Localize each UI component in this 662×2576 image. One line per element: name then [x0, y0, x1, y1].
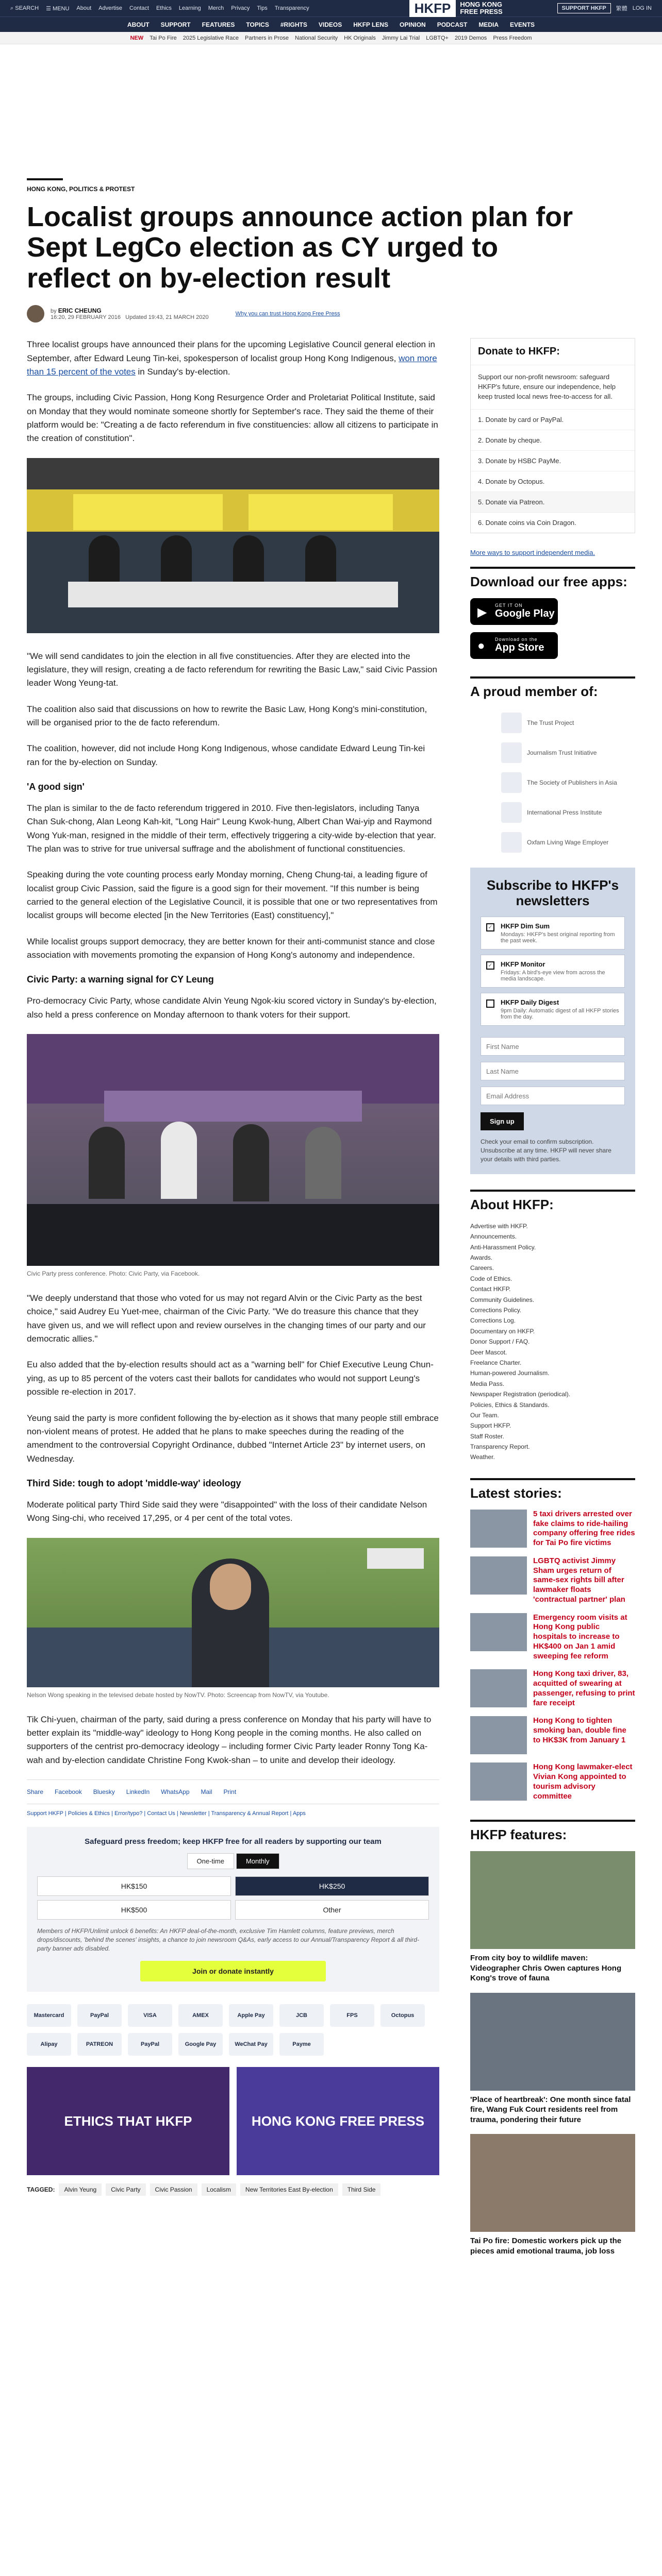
patreon-icon[interactable]: PATREON	[77, 2033, 122, 2056]
paypal-icon[interactable]: PayPal	[77, 2004, 122, 2027]
about-link[interactable]: Transparency Report.	[470, 1443, 530, 1451]
menu-link[interactable]: ☰ MENU	[46, 5, 70, 12]
member-ipi[interactable]: International Press Institute	[470, 798, 635, 827]
tab-monthly[interactable]: Monthly	[236, 1853, 279, 1869]
donate-option[interactable]: 6. Donate coins via Coin Dragon.	[471, 512, 635, 533]
trending-item[interactable]: Tai Po Fire	[150, 35, 177, 41]
latest-story[interactable]: LGBTQ activist Jimmy Sham urges return of same-sex rights bill after lawmaker floats 'contractual partner' plan	[470, 1556, 635, 1605]
newsletter-option[interactable]: ✓ HKFP Monitor Fridays: A bird's-eye view from across the media landscape.	[481, 955, 625, 988]
share-bar	[27, 1780, 439, 1804]
logo-mark: HKFP	[409, 0, 456, 17]
paragraph: Pro-democracy Civic Party, whose candidate Alvin Yeung Ngok-kiu scored victory in Sunday's by-election, also held a press conference on Monday afternoon to thank voters for their support.	[27, 996, 437, 1020]
search-icon: ⌕	[10, 5, 14, 11]
site-logo[interactable]	[409, 0, 503, 17]
top-link-transparency[interactable]: Transparency	[274, 5, 309, 11]
photo-caption: Civic Party press conference. Photo: Civic Party, via Facebook.	[27, 1270, 200, 1278]
fps-icon[interactable]: FPS	[330, 2004, 374, 2027]
visa-icon[interactable]: VISA	[128, 2004, 172, 2027]
new-badge: NEW	[130, 35, 144, 41]
latest-story[interactable]: Hong Kong to tighten smoking ban, double fine to HK$3K from January 1	[470, 1716, 635, 1754]
support-box	[27, 1827, 439, 1992]
about-link[interactable]: Corrections Log.	[470, 1317, 516, 1325]
about-link[interactable]: Awards.	[470, 1254, 493, 1262]
support-headline: Safeguard press freedom; keep HKFP free for all readers by supporting our team	[85, 1837, 382, 1846]
tags-label: TAGGED:	[27, 2186, 55, 2194]
paragraph: Speaking during the vote counting process early Monday morning, Cheng Chung-tai, a leading figure of localist group Civic Passion, said the figure is a good sign for their movement. "If this number is being carried to the general election of the Legislative Council, it is possible that one or two representatives from localist groups will become elected [in the New Territories (East) constituency],"	[27, 870, 438, 921]
subheading: Third Side: tough to adopt 'middle-way' ideology	[27, 1478, 241, 1488]
paragraph: Three localist groups have announced their plans for the upcoming Legislative Council general election in September, after Edward Leung Tin-kei, spokesperson of localist group Hong Kong Indigenous, won more than 15 percent of the votes in Sunday's by-election.	[27, 340, 437, 377]
trending-item[interactable]: 2019 Demos	[454, 35, 487, 41]
apple-pay-icon[interactable]: Apple Pay	[229, 2004, 273, 2027]
tag[interactable]: Civic Party	[106, 2183, 145, 2196]
story-thumbnail	[470, 1556, 527, 1595]
top-link-tips[interactable]: Tips	[257, 5, 268, 11]
share-bluesky[interactable]: Bluesky	[93, 1788, 115, 1795]
donate-option[interactable]: 4. Donate by Octopus.	[471, 471, 635, 492]
top-link-contact[interactable]: Contact	[129, 5, 149, 11]
author-avatar	[27, 305, 44, 323]
apple-icon: ●	[477, 638, 485, 653]
story-thumbnail	[470, 1613, 527, 1651]
about-link[interactable]: Community Guidelines.	[470, 1296, 535, 1303]
donate-widget	[470, 338, 635, 533]
mastercard-icon[interactable]: Mastercard	[27, 2004, 71, 2027]
page-wrap	[27, 178, 635, 2265]
paragraph: "We deeply understand that those who voted for us may not regard Alvin or the Civic Party as the best choice," said Audrey Eu Yuet-mee, chairman of the Civic Party. "We do treasure this chance that they have given us, and we will reflect upon and review ourselves in the changing times of our party and our democratic allies."	[27, 1293, 426, 1344]
member-sopa[interactable]: The Society of Publishers in Asia	[470, 768, 635, 798]
about-link[interactable]: Freelance Charter.	[470, 1359, 522, 1366]
last-name-field[interactable]	[481, 1062, 625, 1080]
publish-date: 16:20, 29 FEBRUARY 2016	[51, 314, 121, 321]
checkbox-unchecked[interactable]	[486, 999, 494, 1008]
top-link-learning[interactable]: Learning	[178, 5, 201, 11]
donate-option[interactable]: 5. Donate via Patreon.	[471, 492, 635, 512]
nav-lens[interactable]: HKFP LENS	[353, 21, 389, 28]
paragraph: The coalition also said that discussions on how to rewrite the Basic Law, Hong Kong's mini-constitution, will be organised prior to the de facto referendum.	[27, 704, 427, 727]
article-photo-nelson-wong	[27, 1538, 439, 1687]
article-photo-localists	[27, 458, 439, 633]
tag-list	[27, 2183, 439, 2196]
paragraph: The plan is similar to the de facto referendum triggered in 2010. Five then-legislators, including Tanya Chan Suk-chong, Alan Leong Kah-kit, "Long Hair" Leung Kwok-hung, Albert Chan Wai-yip and Raymond Wong Yuk-man, resigned in the middle of their term, effectively triggering a city-wide by-election that year. The plan was to strive for true universal suffrage and the abolishment of functional constituencies.	[27, 803, 436, 854]
feature-image	[470, 2134, 635, 2232]
subheading: Civic Party: a warning signal for CY Leung	[27, 974, 214, 985]
newsletter-title: Subscribe to HKFP's newsletters	[486, 877, 619, 908]
about-link[interactable]: Human-powered Journalism.	[470, 1369, 550, 1377]
about-link[interactable]: Code of Ethics.	[470, 1275, 512, 1282]
trust-project-logo	[501, 713, 522, 733]
sopa-logo	[501, 772, 522, 793]
trending-item[interactable]: Press Freedom	[493, 35, 532, 41]
tab-one-time[interactable]: One-time	[187, 1853, 234, 1869]
sidebar	[470, 338, 635, 2265]
donate-option[interactable]: 1. Donate by card or PayPal.	[471, 409, 635, 430]
login-link[interactable]: LOG IN	[632, 5, 652, 11]
main-nav	[0, 16, 662, 32]
share-print[interactable]: Print	[223, 1788, 237, 1795]
trust-link[interactable]: Why you can trust Hong Kong Free Press	[235, 311, 340, 317]
jcb-icon[interactable]: JCB	[279, 2004, 324, 2027]
promo-banners	[27, 2067, 439, 2175]
member-jti[interactable]: Journalism Trust Initiative	[470, 738, 635, 768]
newsletter-option[interactable]: ✓ HKFP Dim Sum Mondays: HKFP's best original reporting from the past week.	[481, 917, 625, 950]
google-play-icon: ▶	[477, 605, 487, 619]
subheading: 'A good sign'	[27, 781, 85, 792]
tag[interactable]: Civic Passion	[150, 2183, 197, 2196]
paypal-icon[interactable]: PayPal	[128, 2033, 172, 2056]
about-title: About HKFP:	[470, 1190, 635, 1213]
ipi-logo	[501, 802, 522, 823]
donate-option[interactable]: 2. Donate by cheque.	[471, 430, 635, 450]
member-oxfam[interactable]: Oxfam Living Wage Employer	[470, 827, 635, 857]
feature-image	[470, 1851, 635, 1949]
paragraph: Yeung said the party is more confident following the by-election as it shows that many people still embrace non-violent means of protest. He added that he plans to make speeches during the reading of the amendment to the controversial Copyright Ordinance, dubbed "Internet Article 23" by internet users, on Wednesday.	[27, 1413, 439, 1464]
title-rule	[27, 178, 63, 180]
about-list	[470, 1221, 635, 1463]
checkbox-checked[interactable]: ✓	[486, 923, 494, 931]
donate-intro: Support our non-profit newsroom: safeguard HKFP's future, ensure our independence, help keep trusted local news free-to-access for all.	[478, 373, 616, 400]
tag[interactable]: Alvin Yeung	[59, 2183, 102, 2196]
story-thumbnail	[470, 1762, 527, 1801]
about-link[interactable]: Newspaper Registration (periodical).	[470, 1391, 571, 1398]
member-trust-project[interactable]: The Trust Project	[470, 708, 635, 738]
donate-title: Donate to HKFP:	[471, 338, 635, 365]
paragraph: The coalition, however, did not include Hong Kong Indigenous, whose candidate Edward Leung Tin-kei ran for the by-election on Sunday.	[27, 743, 425, 767]
byline	[27, 305, 635, 323]
logo-text: HONG KONG FREE PRESS	[460, 1, 503, 15]
about-link[interactable]: Donor Support / FAQ.	[470, 1338, 530, 1346]
about-link[interactable]: Documentary on HKFP.	[470, 1327, 535, 1335]
trending-item[interactable]: HK Originals	[344, 35, 376, 41]
tag[interactable]: Localism	[202, 2183, 236, 2196]
feature-image	[470, 1993, 635, 2091]
author-prefix: by	[51, 308, 57, 315]
features-title: HKFP features:	[470, 1820, 635, 1843]
member-benefits-note: Members of HKFP/Unlimit unlock 6 benefits: An HKFP deal-of-the-month, exclusive Tim Hamlett columns, feature previews, merch drops/discounts, 'behind the scenes' insights, a chance to join newsroom Q&As, early access to our Annual/Transparency Report & all third-party banner ads disabled.	[37, 1927, 419, 1952]
nav-media[interactable]: MEDIA	[478, 21, 499, 28]
member-title: A proud member of:	[470, 676, 635, 700]
jti-logo	[501, 742, 522, 763]
ethics-banner[interactable]: ETHICS THAT HKFP	[27, 2067, 229, 2175]
paragraph: Eu also added that the by-election results should act as a "warning bell" for Chief Executive Leung Chun-ying, as up to 85 percent of the voters cast their ballots for candidates who would not support Leung's possible re-election in 2017.	[27, 1360, 434, 1397]
trending-item[interactable]: Partners in Prose	[244, 35, 289, 41]
latest-story[interactable]: Hong Kong lawmaker-elect Vivian Kong appointed to tourism advisory committee	[470, 1762, 635, 1801]
feature-story[interactable]: 'Place of heartbreak': One month since fatal fire, Wang Fuk Court residents reel from trauma, pondering their future	[470, 1993, 635, 2125]
story-thumbnail	[470, 1510, 527, 1548]
share-mail[interactable]: Mail	[201, 1788, 212, 1795]
latest-story[interactable]: 5 taxi drivers arrested over fake claims to ride-hailing company offering free rides for Tai Po fire victims	[470, 1510, 635, 1548]
tag[interactable]: Third Side	[342, 2183, 381, 2196]
amount-option[interactable]: HK$500	[37, 1900, 231, 1920]
signup-button[interactable]: Sign up	[481, 1112, 524, 1130]
about-link[interactable]: Anti-Harassment Policy.	[470, 1243, 536, 1251]
newsletter-option[interactable]: HKFP Daily Digest 9pm Daily: Automatic digest of all HKFP stories from the day.	[481, 993, 625, 1026]
wechat-pay-icon[interactable]: WeChat Pay	[229, 2033, 273, 2056]
about-link[interactable]: Contact HKFP.	[470, 1285, 511, 1293]
updated-date: Updated 19:43, 21 MARCH 2020	[125, 314, 209, 321]
search-link[interactable]: ⌕ SEARCH	[10, 5, 39, 11]
latest-story[interactable]: Hong Kong taxi driver, 83, acquitted of swearing at passenger, refusing to print fare receipt	[470, 1669, 635, 1708]
apps-title: Download our free apps:	[470, 567, 635, 590]
first-name-field[interactable]	[481, 1037, 625, 1056]
amex-icon[interactable]: AMEX	[178, 2004, 223, 2027]
hkfp-banner[interactable]: HONG KONG FREE PRESS	[237, 2067, 439, 2175]
newsletter-note: Check your email to confirm subscription. Unsubscribe at any time. HKFP will never share your details with third parties.	[481, 1138, 611, 1163]
paragraph: The groups, including Civic Passion, Hong Kong Resurgence Order and Proletariat Political Institute, said on Monday that they would nominate someone shortly for September's race. They said the theme of their platform would be: "Creating a de facto referendum in five constituencies: allow all citizens to participate in the creation of constitution".	[27, 393, 438, 444]
top-link-privacy[interactable]: Privacy	[231, 5, 250, 11]
donate-option[interactable]: 3. Donate by HSBC PayMe.	[471, 450, 635, 471]
amount-option-selected[interactable]: HK$250	[235, 1876, 429, 1896]
top-link-ethics[interactable]: Ethics	[156, 5, 172, 11]
nav-opinion[interactable]: OPINION	[400, 21, 426, 28]
latest-story[interactable]: Emergency room visits at Hong Kong public hospitals to increase to HK$400 on Jan 1 amid sweeping fee reform	[470, 1613, 635, 1662]
octopus-icon[interactable]: Octopus	[380, 2004, 425, 2027]
payment-methods	[27, 2004, 439, 2056]
about-link[interactable]: Staff Roster.	[470, 1432, 504, 1440]
trending-bar	[0, 32, 662, 44]
about-link[interactable]: Careers.	[470, 1264, 494, 1272]
nav-support[interactable]: SUPPORT	[160, 21, 191, 28]
share-linkedin[interactable]: LinkedIn	[126, 1788, 150, 1795]
trending-item[interactable]: National Security	[294, 35, 338, 41]
email-field[interactable]	[481, 1087, 625, 1105]
about-link[interactable]: Media Pass.	[470, 1380, 505, 1387]
article-body	[27, 338, 439, 2265]
latest-title: Latest stories:	[470, 1478, 635, 1501]
article-title: Localist groups announce action plan for Sept LegCo election as CY urged to reflect on by-election result	[27, 201, 573, 294]
about-link[interactable]: Policies, Ethics & Standards.	[470, 1401, 550, 1409]
support-hkfp-button[interactable]: SUPPORT HKFP	[557, 3, 611, 13]
tag[interactable]: New Territories East By-election	[240, 2183, 338, 2196]
article-photo-civic-party	[27, 1034, 439, 1266]
story-thumbnail	[470, 1669, 527, 1707]
google-pay-icon[interactable]: Google Pay	[178, 2033, 223, 2056]
trending-item[interactable]: 2025 Legislative Race	[183, 35, 239, 41]
language-switch[interactable]: 繁體	[616, 6, 627, 12]
trending-item[interactable]: LGBTQ+	[426, 35, 449, 41]
nav-rights[interactable]: #RIGHTS	[280, 21, 307, 28]
paragraph: Moderate political party Third Side said they were "disappointed" with the loss of their candidate Nelson Wong Sing-chi, who received 17,295, or 4 per cent of the total votes.	[27, 1499, 427, 1523]
about-link[interactable]: Deer Mascot.	[470, 1348, 507, 1356]
oxfam-logo	[501, 832, 522, 853]
photo-caption: Nelson Wong speaking in the televised debate hosted by NowTV. Photo: Screencap from NowTV, via Youtube.	[27, 1691, 329, 1699]
top-link-merch[interactable]: Merch	[208, 5, 224, 11]
about-link[interactable]: Weather.	[470, 1453, 495, 1461]
newsletter-signup	[470, 868, 635, 1174]
share-label: Share	[27, 1788, 44, 1795]
paragraph: "We will send candidates to join the election in all five constituencies. After they are elected into the legislature, they will resign, creating a de facto referendum for rewriting the Basic Law," said Civic Passion leader Wong Yeung-tat.	[27, 651, 437, 688]
join-button[interactable]: Join or donate instantly	[140, 1961, 326, 1981]
amount-option-other[interactable]: Other	[235, 1900, 429, 1920]
about-link[interactable]: Support HKFP.	[470, 1422, 511, 1430]
feature-story[interactable]: From city boy to wildlife maven: Videographer Chris Owen captures Hong Kong's trove of fauna	[470, 1851, 635, 1984]
app-store-button[interactable]: ● Download on the App Store	[470, 632, 558, 659]
alipay-icon[interactable]: Alipay	[27, 2033, 71, 2056]
paragraph: Tik Chi-yuen, chairman of the party, said during a press conference on Monday that his party will have to better explain its "middle-way" ideology to Hong Kong people in the coming months. He also called on supporters of the centrist pro-democracy ideology – including former Civic Party leader Ronny Tong Ka-wah and by-election candidate Christine Fong Kwok-shan – to unite and develop their ideology.	[27, 1714, 432, 1765]
share-whatsapp[interactable]: WhatsApp	[161, 1788, 190, 1795]
nav-videos[interactable]: VIDEOS	[318, 21, 342, 28]
top-link-advertise[interactable]: Advertise	[98, 5, 123, 11]
about-link[interactable]: Advertise with HKFP.	[470, 1222, 528, 1230]
feature-story[interactable]: Tai Po fire: Domestic workers pick up the pieces amid emotional trauma, job loss	[470, 2134, 635, 2256]
story-thumbnail	[470, 1716, 527, 1754]
nav-events[interactable]: EVENTS	[510, 21, 535, 28]
checkbox-checked[interactable]: ✓	[486, 961, 494, 970]
google-play-button[interactable]: ▶ GET IT ON Google Play	[470, 598, 558, 625]
share-facebook[interactable]: Facebook	[55, 1788, 82, 1795]
nav-topics[interactable]: TOPICS	[246, 21, 269, 28]
paragraph: While localist groups support democracy, they are better known for their anti-communist stance and close association with movements promoting the expansion of Hong Kong's autonomy and independence.	[27, 936, 435, 960]
nav-about[interactable]: ABOUT	[127, 21, 150, 28]
article-footer-links[interactable]: Support HKFP | Policies & Ethics | Error/typo? | Contact Us | Newsletter | Transparency & Annual Report | Apps	[27, 1810, 306, 1817]
about-link[interactable]: Announcements.	[470, 1233, 517, 1241]
top-link-about[interactable]: About	[76, 5, 92, 11]
nav-features[interactable]: FEATURES	[202, 21, 235, 28]
menu-icon: ☰	[46, 5, 51, 12]
nav-podcast[interactable]: PODCAST	[437, 21, 468, 28]
article-category[interactable]: HONG KONG, POLITICS & PROTEST	[27, 185, 135, 193]
top-bar	[0, 0, 662, 16]
about-link[interactable]: Corrections Policy.	[470, 1307, 522, 1314]
about-link[interactable]: Our Team.	[470, 1411, 499, 1419]
trending-item[interactable]: Jimmy Lai Trial	[382, 35, 420, 41]
more-ways-link[interactable]: More ways to support independent media.	[470, 548, 595, 556]
votes-link[interactable]: won more than 15 percent of the votes	[27, 353, 437, 377]
author-name[interactable]: ERIC CHEUNG	[58, 307, 102, 315]
payme-icon[interactable]: Payme	[279, 2033, 324, 2056]
amount-option[interactable]: HK$150	[37, 1876, 231, 1896]
